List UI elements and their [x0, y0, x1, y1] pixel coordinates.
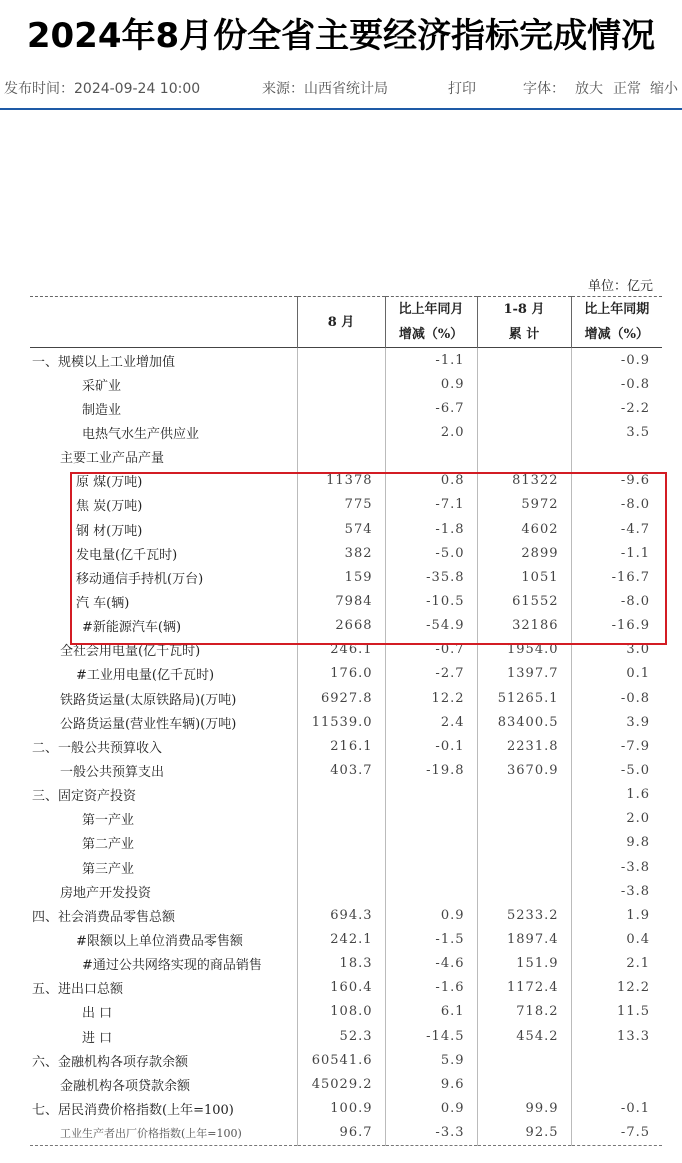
indicator-label: #通过公共网络实现的商品销售 — [82, 958, 262, 974]
header-cumulative — [477, 297, 571, 348]
table-row — [30, 903, 662, 927]
table-row — [30, 614, 662, 638]
table-row — [30, 348, 662, 373]
indicator-label: #新能源汽车(辆) — [82, 620, 182, 636]
cumulative-change-value: 0.1 — [571, 662, 662, 686]
month-value: 108.0 — [297, 1000, 385, 1024]
month-change-value — [385, 783, 477, 807]
cumulative-value: 2899 — [477, 541, 571, 565]
cumulative-value — [477, 1048, 571, 1072]
indicator-label: 铁路货运量(太原铁路局)(万吨) — [60, 692, 237, 708]
font-normal-link[interactable]: 正常 — [613, 81, 641, 97]
header-month-label: 8 月 — [327, 314, 355, 330]
font-shrink-link[interactable]: 缩小 — [650, 81, 678, 97]
month-change-value: -19.8 — [385, 758, 477, 782]
month-change-value: -6.7 — [385, 396, 477, 420]
cumulative-change-value: 2.0 — [571, 807, 662, 831]
cumulative-value: 454.2 — [477, 1024, 571, 1048]
cumulative-change-value: 13.3 — [571, 1024, 662, 1048]
indicator-label: 进 口 — [82, 1030, 113, 1046]
month-value: 242.1 — [297, 927, 385, 951]
table-row — [30, 758, 662, 782]
table-row — [30, 1048, 662, 1072]
indicator-label: 主要工业产品产量 — [60, 451, 165, 467]
month-value — [297, 396, 385, 420]
month-change-value — [385, 831, 477, 855]
cumulative-value: 51265.1 — [477, 686, 571, 710]
indicator-label: 一般公共预算支出 — [60, 764, 165, 780]
table-row — [30, 565, 662, 589]
cumulative-value: 2231.8 — [477, 734, 571, 758]
month-value: 403.7 — [297, 758, 385, 782]
month-value: 216.1 — [297, 734, 385, 758]
indicator-label: 制造业 — [82, 402, 122, 418]
table-row — [30, 396, 662, 420]
cumulative-change-value: -8.0 — [571, 589, 662, 613]
cumulative-value: 5233.2 — [477, 903, 571, 927]
month-change-value — [385, 445, 477, 469]
header-month-change-line1: 比上年同月 — [398, 302, 464, 317]
cumulative-value: 1397.7 — [477, 662, 571, 686]
header-month-change-line2: 增减（%） — [398, 327, 464, 342]
table-row — [30, 734, 662, 758]
cumulative-value — [477, 396, 571, 420]
table-row — [30, 589, 662, 613]
cumulative-change-value: 1.6 — [571, 783, 662, 807]
indicator-label: 电热气水生产供应业 — [82, 426, 200, 442]
month-change-value: 2.4 — [385, 710, 477, 734]
print-link[interactable]: 打印 — [448, 81, 476, 97]
cumulative-value — [477, 879, 571, 903]
month-value — [297, 831, 385, 855]
table-row — [30, 783, 662, 807]
table-row — [30, 879, 662, 903]
month-change-value: -5.0 — [385, 541, 477, 565]
header-cumulative-change — [571, 297, 662, 348]
economic-indicators-table — [30, 296, 662, 1146]
article-meta-bar — [4, 78, 682, 100]
header-month-change — [385, 297, 477, 348]
month-value: 160.4 — [297, 976, 385, 1000]
indicator-label: 房地产开发投资 — [60, 885, 152, 901]
month-value — [297, 807, 385, 831]
cumulative-value: 83400.5 — [477, 710, 571, 734]
indicator-label: 第三产业 — [82, 861, 135, 877]
cumulative-value: 92.5 — [477, 1121, 571, 1146]
month-value: 775 — [297, 493, 385, 517]
month-change-value: -10.5 — [385, 589, 477, 613]
month-value: 11539.0 — [297, 710, 385, 734]
month-value: 18.3 — [297, 952, 385, 976]
month-change-value — [385, 879, 477, 903]
month-value — [297, 445, 385, 469]
cumulative-change-value: -3.8 — [571, 879, 662, 903]
cumulative-change-value: 11.5 — [571, 1000, 662, 1024]
month-change-value: -14.5 — [385, 1024, 477, 1048]
header-cumulative-line2: 累 计 — [508, 327, 540, 342]
table-row — [30, 686, 662, 710]
indicator-label: 六、金融机构各项存款余额 — [32, 1054, 189, 1070]
month-value: 159 — [297, 565, 385, 589]
month-value: 45029.2 — [297, 1072, 385, 1096]
table-row — [30, 1000, 662, 1024]
month-value: 100.9 — [297, 1096, 385, 1120]
cumulative-change-value: -7.9 — [571, 734, 662, 758]
cumulative-value — [477, 1072, 571, 1096]
cumulative-change-value: -3.8 — [571, 855, 662, 879]
cumulative-value — [477, 807, 571, 831]
month-change-value: -1.5 — [385, 927, 477, 951]
month-change-value — [385, 855, 477, 879]
cumulative-change-value: -0.1 — [571, 1096, 662, 1120]
page-title: 2024年8月份全省主要经济指标完成情况 — [26, 16, 656, 56]
indicator-label: 采矿业 — [82, 378, 122, 394]
table-row — [30, 952, 662, 976]
cumulative-change-value: 3.9 — [571, 710, 662, 734]
cumulative-change-value: -9.6 — [571, 469, 662, 493]
month-change-value: 12.2 — [385, 686, 477, 710]
indicator-label: #工业用电量(亿千瓦时) — [76, 668, 215, 684]
table-row — [30, 1096, 662, 1120]
indicator-label: 工业生产者出厂价格指数(上年=100) — [30, 1121, 297, 1146]
table-row — [30, 976, 662, 1000]
month-change-value: -0.1 — [385, 734, 477, 758]
font-enlarge-link[interactable]: 放大 — [575, 81, 603, 97]
cumulative-value: 99.9 — [477, 1096, 571, 1120]
month-change-value: -1.8 — [385, 517, 477, 541]
table-row — [30, 807, 662, 831]
cumulative-change-value: -0.9 — [571, 348, 662, 373]
table-row — [30, 1024, 662, 1048]
cumulative-change-value: -4.7 — [571, 517, 662, 541]
month-value: 52.3 — [297, 1024, 385, 1048]
indicator-label: 五、进出口总额 — [32, 982, 124, 998]
month-value — [297, 879, 385, 903]
cumulative-change-value — [571, 1072, 662, 1096]
month-value: 694.3 — [297, 903, 385, 927]
month-value: 2668 — [297, 614, 385, 638]
month-change-value: 9.6 — [385, 1072, 477, 1096]
cumulative-value: 5972 — [477, 493, 571, 517]
table-row — [30, 1072, 662, 1096]
table-row — [30, 710, 662, 734]
month-change-value: -2.7 — [385, 662, 477, 686]
month-change-value: 0.9 — [385, 372, 477, 396]
cumulative-value: 32186 — [477, 614, 571, 638]
month-value: 176.0 — [297, 662, 385, 686]
month-change-value — [385, 807, 477, 831]
month-change-value: -3.3 — [385, 1121, 477, 1146]
publish-time: 发布时间：2024-09-24 10:00 — [4, 81, 201, 97]
table-row — [30, 420, 662, 444]
month-change-value: 0.8 — [385, 469, 477, 493]
month-change-value: -35.8 — [385, 565, 477, 589]
header-month — [297, 297, 385, 348]
header-cumulative-change-line2: 增减（%） — [584, 327, 649, 342]
month-change-value: -54.9 — [385, 614, 477, 638]
table-row — [30, 493, 662, 517]
indicator-label: 金融机构各项贷款余额 — [60, 1078, 191, 1094]
cumulative-change-value: -1.1 — [571, 541, 662, 565]
indicator-label: 钢 材(万吨) — [76, 523, 143, 539]
cumulative-value: 1172.4 — [477, 976, 571, 1000]
indicator-label: 公路货运量(营业性车辆)(万吨) — [60, 716, 237, 732]
month-change-value: 0.9 — [385, 1096, 477, 1120]
cumulative-value — [477, 783, 571, 807]
indicator-label: 第一产业 — [82, 813, 135, 829]
month-change-value: 6.1 — [385, 1000, 477, 1024]
table-row — [30, 855, 662, 879]
cumulative-change-value: 12.2 — [571, 976, 662, 1000]
table-row — [30, 372, 662, 396]
cumulative-change-value: 1.9 — [571, 903, 662, 927]
unit-label: 单位：亿元 — [588, 279, 654, 294]
cumulative-change-value: -0.8 — [571, 372, 662, 396]
table-row — [30, 541, 662, 565]
month-value — [297, 348, 385, 373]
month-value: 60541.6 — [297, 1048, 385, 1072]
table-row — [30, 831, 662, 855]
cumulative-value: 81322 — [477, 469, 571, 493]
cumulative-change-value: 3.5 — [571, 420, 662, 444]
cumulative-value: 718.2 — [477, 1000, 571, 1024]
header-cumulative-line1: 1-8 月 — [503, 302, 545, 317]
cumulative-value: 3670.9 — [477, 758, 571, 782]
cumulative-change-value — [571, 1048, 662, 1072]
month-value: 382 — [297, 541, 385, 565]
cumulative-change-value: 0.4 — [571, 927, 662, 951]
cumulative-change-value — [571, 445, 662, 469]
month-value: 11378 — [297, 469, 385, 493]
cumulative-change-value: -16.7 — [571, 565, 662, 589]
indicator-label: 四、社会消费品零售总额 — [32, 909, 176, 925]
month-value — [297, 420, 385, 444]
cumulative-value — [477, 420, 571, 444]
month-value: 6927.8 — [297, 686, 385, 710]
cumulative-value — [477, 855, 571, 879]
table-row — [30, 469, 662, 493]
month-value: 7984 — [297, 589, 385, 613]
cumulative-change-value: 3.0 — [571, 638, 662, 662]
table-row — [30, 517, 662, 541]
cumulative-value — [477, 348, 571, 373]
cumulative-change-value: -2.2 — [571, 396, 662, 420]
month-value — [297, 855, 385, 879]
indicator-label: 焦 炭(万吨) — [76, 499, 143, 515]
font-size-label: 字体： — [523, 81, 565, 97]
table-row — [30, 662, 662, 686]
cumulative-value: 1051 — [477, 565, 571, 589]
indicator-label: 移动通信手持机(万台) — [76, 571, 204, 587]
month-value: 96.7 — [297, 1121, 385, 1146]
month-change-value: 0.9 — [385, 903, 477, 927]
cumulative-value: 61552 — [477, 589, 571, 613]
month-value — [297, 783, 385, 807]
source-label: 来源：山西省统计局 — [262, 81, 388, 97]
cumulative-value: 1954.0 — [477, 638, 571, 662]
month-change-value: -0.7 — [385, 638, 477, 662]
indicator-label: 第二产业 — [82, 837, 135, 853]
cumulative-value — [477, 831, 571, 855]
cumulative-change-value: -16.9 — [571, 614, 662, 638]
indicator-label: #限额以上单位消费品零售额 — [76, 933, 243, 949]
table-body — [30, 348, 662, 1146]
table-row — [30, 638, 662, 662]
month-change-value: -1.6 — [385, 976, 477, 1000]
cumulative-value — [477, 372, 571, 396]
month-change-value: 2.0 — [385, 420, 477, 444]
cumulative-change-value: -7.5 — [571, 1121, 662, 1146]
month-value: 246.1 — [297, 638, 385, 662]
indicator-label: 发电量(亿千瓦时) — [76, 547, 178, 563]
cumulative-change-value: -0.8 — [571, 686, 662, 710]
month-value — [297, 372, 385, 396]
cumulative-value: 151.9 — [477, 952, 571, 976]
indicator-label: 三、固定资产投资 — [32, 789, 137, 805]
table-header-row — [30, 297, 662, 348]
indicator-label: 二、一般公共预算收入 — [32, 740, 163, 756]
header-divider — [0, 108, 682, 110]
month-change-value: -7.1 — [385, 493, 477, 517]
header-indicator — [30, 297, 297, 348]
indicator-label: 出 口 — [82, 1006, 113, 1022]
cumulative-change-value: 9.8 — [571, 831, 662, 855]
month-change-value: -4.6 — [385, 952, 477, 976]
month-value: 574 — [297, 517, 385, 541]
cumulative-value: 4602 — [477, 517, 571, 541]
cumulative-change-value: 2.1 — [571, 952, 662, 976]
indicator-label: 七、居民消费价格指数(上年=100) — [32, 1102, 234, 1118]
table-row — [30, 1121, 662, 1146]
cumulative-value — [477, 445, 571, 469]
table-row — [30, 445, 662, 469]
indicator-label: 原 煤(万吨) — [76, 475, 143, 491]
month-change-value: 5.9 — [385, 1048, 477, 1072]
month-change-value: -1.1 — [385, 348, 477, 373]
table-row — [30, 927, 662, 951]
indicator-label: 全社会用电量(亿千瓦时) — [60, 644, 201, 660]
header-cumulative-change-line1: 比上年同期 — [584, 302, 650, 317]
cumulative-change-value: -8.0 — [571, 493, 662, 517]
indicator-label: 汽 车(辆) — [76, 595, 130, 611]
indicator-label: 一、规模以上工业增加值 — [32, 354, 176, 370]
cumulative-change-value: -5.0 — [571, 758, 662, 782]
cumulative-value: 1897.4 — [477, 927, 571, 951]
